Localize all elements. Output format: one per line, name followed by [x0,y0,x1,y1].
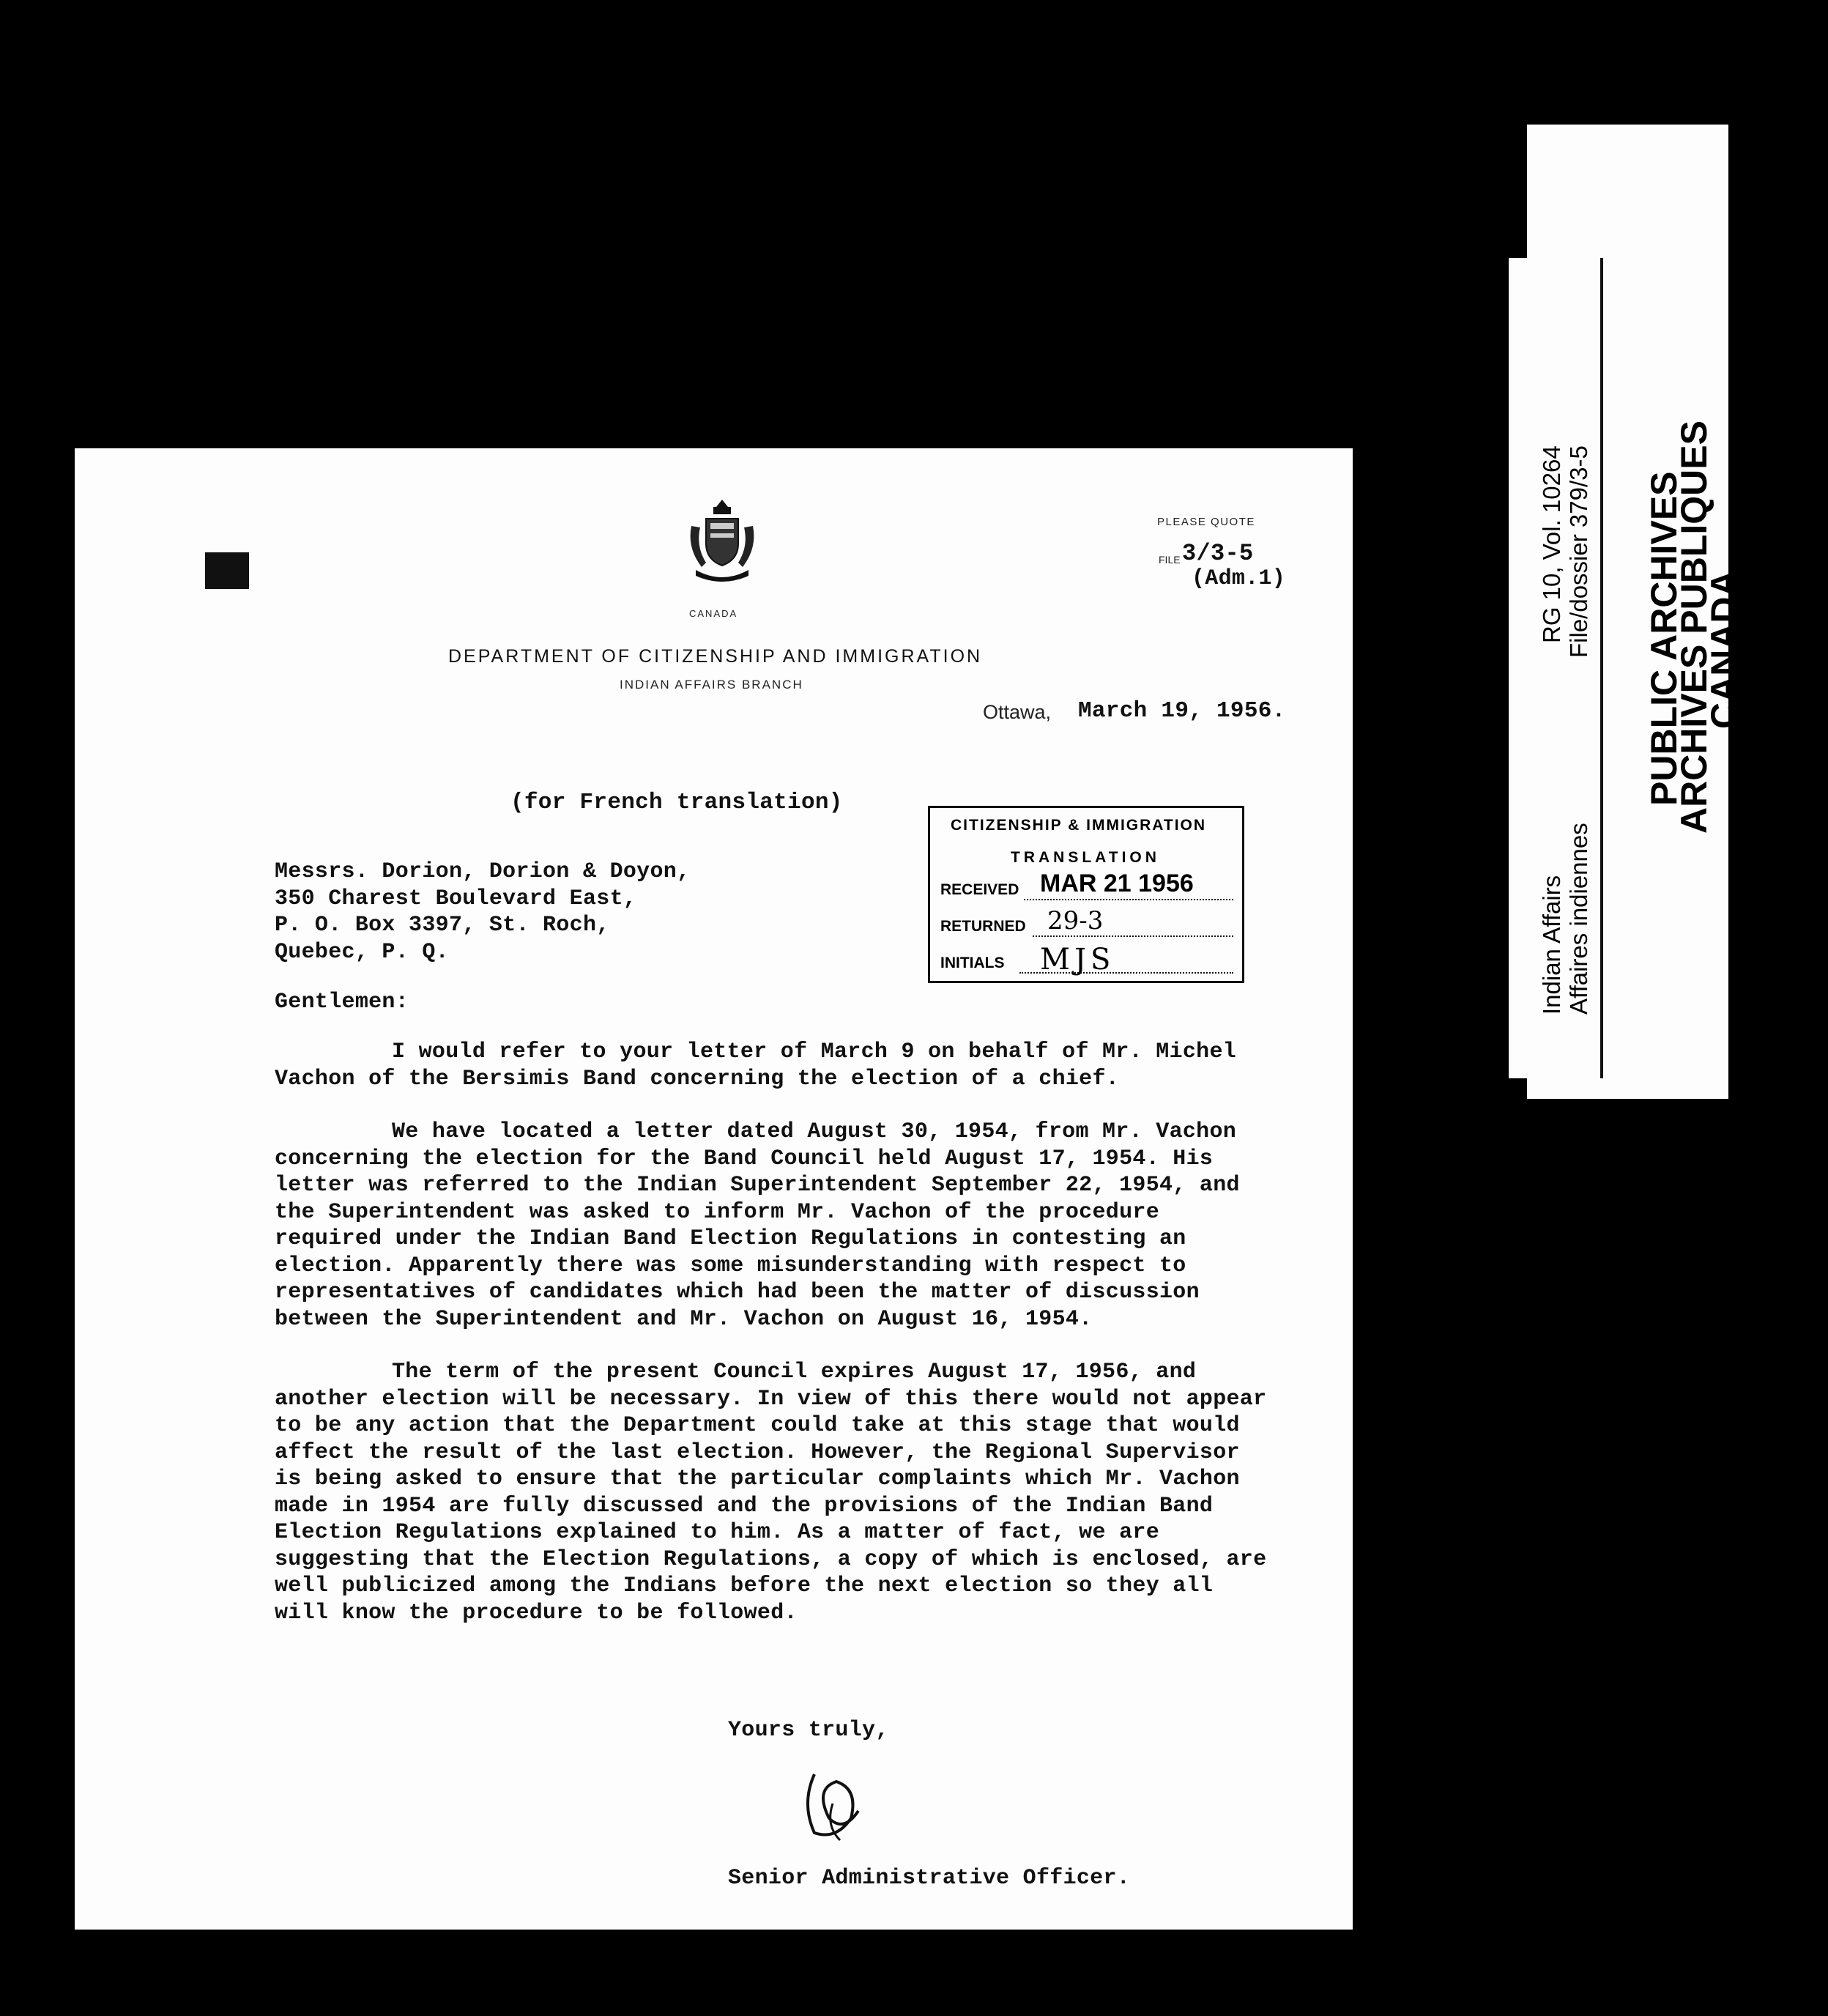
department-title: DEPARTMENT OF CITIZENSHIP AND IMMIGRATION [448,646,983,667]
coat-of-arms-icon [681,497,763,583]
address-line: Messrs. Dorion, Dorion & Doyon, [275,859,691,884]
city: Ottawa, [983,701,1052,723]
address-line: Quebec, P. Q. [275,939,449,965]
closing: Yours truly, [728,1718,889,1743]
file-subnumber: (Adm.1) [1192,566,1286,591]
letter-date: March 19, 1956. [1078,698,1286,724]
returned-label: RETURNED [940,918,1026,935]
received-label: RECEIVED [940,881,1019,898]
archive-fonds-en: Indian Affairs [1538,875,1565,1015]
archive-name-fr: ARCHIVES PUBLIQUES [1673,420,1714,834]
stamp-subheader: TRANSLATION [1011,849,1160,866]
corner-blot [205,552,249,589]
branch-title: INDIAN AFFAIRS BRANCH [620,678,803,692]
file-label: FILE [1159,554,1181,566]
archive-country: CANADA [1703,570,1745,729]
file-number: 3/3-5 [1182,540,1254,567]
translation-note: (for French translation) [510,790,843,815]
letter-page [75,448,1353,1930]
body-paragraph: I would refer to your letter of March 9 on behalf of Mr. Michel Vachon of the Bersimis Band concerning the election of a chief. [275,1040,1237,1092]
address-line: 350 Charest Boulevard East, [275,886,637,911]
initials-value: MJS [1040,943,1115,976]
translation-stamp [928,806,1244,983]
salutation: Gentlemen: [275,990,409,1015]
received-value: MAR 21 1956 [1040,870,1194,897]
address-line: P. O. Box 3397, St. Roch, [275,913,610,938]
please-quote-label: PLEASE QUOTE [1157,516,1255,528]
archive-fonds-fr: Affaires indiennes [1565,823,1592,1015]
signatory-title: Senior Administrative Officer. [728,1866,1131,1891]
stamp-header: CITIZENSHIP & IMMIGRATION [951,817,1207,834]
initials-label: INITIALS [940,955,1005,971]
archive-record-group: RG 10, Vol. 10264 [1538,445,1565,643]
body-paragraph: The term of the present Council expires August 17, 1956, and another election will be necessary. In view of this there would not appear to be any action that the Department could take at this stage that would affect the result of the last election. However, the Regional Supervisor is being asked to ensure that the particular complaints which Mr. Vachon made in 1954 are fully discussed and the provisions of the Indian Band Election Regulations explained to him. As a matter of fact, we are suggesting that the Election Regulations, a copy of which is enclosed, are well publicized among the Indians before the next election so they all will know the procedure to be followed. [275,1360,1267,1626]
recipient-address [275,859,690,966]
letter-body [275,1039,1278,1626]
archive-file: File/dossier 379/3-5 [1565,445,1592,658]
archive-name-en: PUBLIC ARCHIVES [1643,471,1684,806]
returned-value: 29-3 [1047,906,1104,935]
body-paragraph: We have located a letter dated August 30, 1954, from Mr. Vachon concerning the election for the Band Council held August 17, 1954. His letter was referred to the Indian Superintendent September 22, 1954, and the Superintendent was asked to inform Mr. Vachon of the procedure required under the Indian Band Election Regulations in contesting an election. Apparently there was some misunderstanding with respect to representatives of candidates which had been the matter of discussion between the Superintendent and Mr. Vachon on August 16, 1954. [275,1119,1240,1332]
canada-label: CANADA [689,608,738,619]
signature-icon [792,1760,880,1855]
